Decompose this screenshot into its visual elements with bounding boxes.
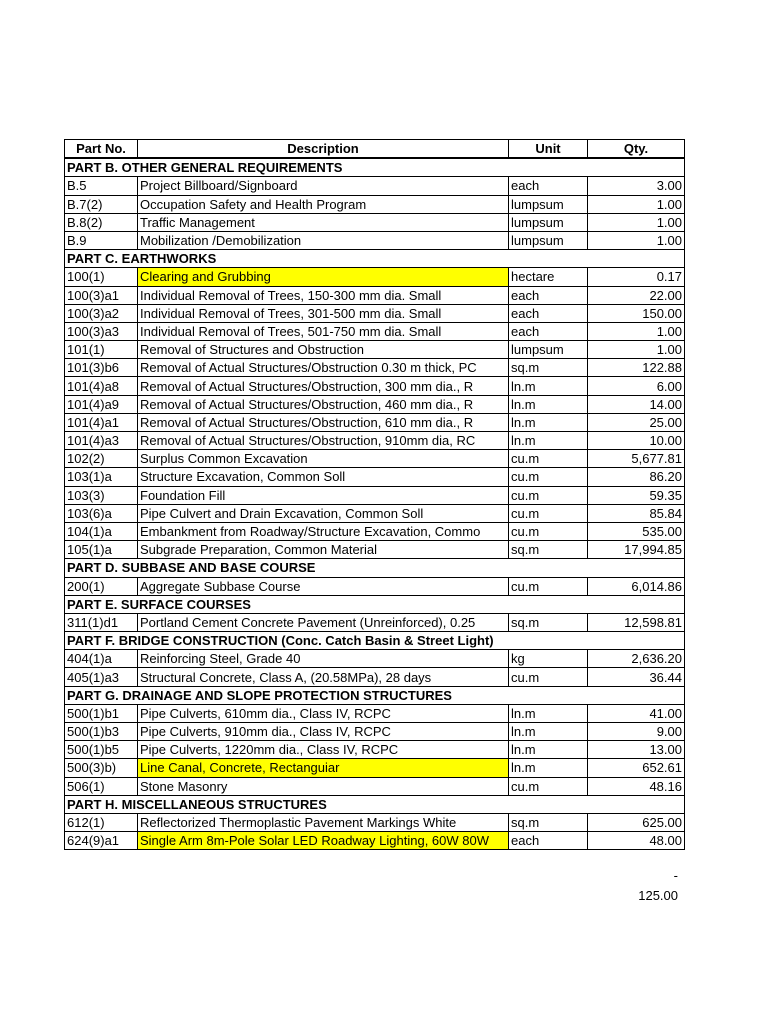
table-row bbox=[65, 450, 685, 468]
description-cell: Reinforcing Steel, Grade 40 bbox=[138, 650, 509, 668]
qty-cell: 3.00 bbox=[588, 177, 685, 195]
part-no-cell: 200(1) bbox=[65, 577, 138, 595]
description-cell: Occupation Safety and Health Program bbox=[138, 195, 509, 213]
table-row bbox=[65, 395, 685, 413]
table-row bbox=[65, 359, 685, 377]
unit-cell: ln.m bbox=[509, 759, 588, 777]
description-cell: Line Canal, Concrete, Rectanguiar bbox=[138, 759, 509, 777]
unit-cell: cu.m bbox=[509, 504, 588, 522]
qty-cell: 12,598.81 bbox=[588, 613, 685, 631]
part-no-cell: 100(3)a1 bbox=[65, 286, 138, 304]
table-row bbox=[65, 723, 685, 741]
qty-cell: 2,636.20 bbox=[588, 650, 685, 668]
unit-cell: lumpsum bbox=[509, 341, 588, 359]
description-cell: Foundation Fill bbox=[138, 486, 509, 504]
table-row bbox=[65, 286, 685, 304]
description-cell: Portland Cement Concrete Pavement (Unreinforced), 0.25 bbox=[138, 613, 509, 631]
qty-cell: 5,677.81 bbox=[588, 450, 685, 468]
qty-cell: 1.00 bbox=[588, 213, 685, 231]
unit-cell: lumpsum bbox=[509, 213, 588, 231]
part-no-cell: 101(4)a3 bbox=[65, 432, 138, 450]
part-no-cell: 405(1)a3 bbox=[65, 668, 138, 686]
unit-cell: ln.m bbox=[509, 723, 588, 741]
qty-cell: 1.00 bbox=[588, 195, 685, 213]
table-row bbox=[65, 541, 685, 559]
part-no-cell: 311(1)d1 bbox=[65, 613, 138, 631]
unit-cell: cu.m bbox=[509, 486, 588, 504]
table-row bbox=[65, 486, 685, 504]
qty-cell: 1.00 bbox=[588, 231, 685, 249]
part-no-cell: 101(3)b6 bbox=[65, 359, 138, 377]
part-no-cell: 105(1)a bbox=[65, 541, 138, 559]
description-cell: Traffic Management bbox=[138, 213, 509, 231]
qty-cell: 22.00 bbox=[588, 286, 685, 304]
qty-cell: 1.00 bbox=[588, 341, 685, 359]
unit-cell: ln.m bbox=[509, 741, 588, 759]
part-no-cell: 506(1) bbox=[65, 777, 138, 795]
description-cell: Pipe Culverts, 610mm dia., Class IV, RCPC bbox=[138, 704, 509, 722]
table-row bbox=[65, 231, 685, 249]
unit-cell: kg bbox=[509, 650, 588, 668]
qty-cell: 0.17 bbox=[588, 268, 685, 286]
unit-cell: each bbox=[509, 322, 588, 340]
unit-cell: cu.m bbox=[509, 668, 588, 686]
part-no-cell: 404(1)a bbox=[65, 650, 138, 668]
unit-cell: hectare bbox=[509, 268, 588, 286]
qty-cell: 14.00 bbox=[588, 395, 685, 413]
description-cell: Removal of Actual Structures/Obstruction, 610 mm dia., R bbox=[138, 413, 509, 431]
description-cell: Surplus Common Excavation bbox=[138, 450, 509, 468]
qty-cell: 36.44 bbox=[588, 668, 685, 686]
section-title: PART B. OTHER GENERAL REQUIREMENTS bbox=[65, 158, 685, 177]
table-row bbox=[65, 195, 685, 213]
description-cell: Clearing and Grubbing bbox=[138, 268, 509, 286]
part-no-cell: 103(1)a bbox=[65, 468, 138, 486]
description-cell: Removal of Actual Structures/Obstruction, 300 mm dia., R bbox=[138, 377, 509, 395]
part-no-cell: B.7(2) bbox=[65, 195, 138, 213]
section-header-row bbox=[65, 559, 685, 577]
table-row bbox=[65, 413, 685, 431]
qty-cell: 1.00 bbox=[588, 322, 685, 340]
unit-cell: lumpsum bbox=[509, 195, 588, 213]
unit-cell: cu.m bbox=[509, 468, 588, 486]
description-cell: Individual Removal of Trees, 150-300 mm dia. Small bbox=[138, 286, 509, 304]
table-row bbox=[65, 759, 685, 777]
part-no-cell: 102(2) bbox=[65, 450, 138, 468]
section-title: PART C. EARTHWORKS bbox=[65, 250, 685, 268]
table-row bbox=[65, 468, 685, 486]
unit-cell: ln.m bbox=[509, 413, 588, 431]
part-no-cell: 100(3)a3 bbox=[65, 322, 138, 340]
part-no-cell: 104(1)a bbox=[65, 522, 138, 540]
unit-cell: each bbox=[509, 286, 588, 304]
qty-cell: 85.84 bbox=[588, 504, 685, 522]
description-cell: Pipe Culvert and Drain Excavation, Common Soll bbox=[138, 504, 509, 522]
unit-cell: lumpsum bbox=[509, 231, 588, 249]
table-row bbox=[65, 268, 685, 286]
description-cell: Mobilization /Demobilization bbox=[138, 231, 509, 249]
section-title: PART F. BRIDGE CONSTRUCTION (Conc. Catch Basin & Street Light) bbox=[65, 632, 685, 650]
qty-cell: 122.88 bbox=[588, 359, 685, 377]
qty-cell: 25.00 bbox=[588, 413, 685, 431]
section-title: PART H. MISCELLANEOUS STRUCTURES bbox=[65, 795, 685, 813]
footer-dash: - bbox=[673, 868, 678, 883]
table-row bbox=[65, 813, 685, 831]
table-row bbox=[65, 704, 685, 722]
description-cell: Embankment from Roadway/Structure Excavation, Commo bbox=[138, 522, 509, 540]
table-row bbox=[65, 504, 685, 522]
table-row bbox=[65, 777, 685, 795]
part-no-cell: 103(6)a bbox=[65, 504, 138, 522]
part-no-cell: 612(1) bbox=[65, 813, 138, 831]
description-cell: Structure Excavation, Common Soll bbox=[138, 468, 509, 486]
description-cell: Removal of Actual Structures/Obstruction, 460 mm dia., R bbox=[138, 395, 509, 413]
part-no-cell: 103(3) bbox=[65, 486, 138, 504]
table-row bbox=[65, 741, 685, 759]
unit-cell: each bbox=[509, 304, 588, 322]
part-no-cell: 101(4)a1 bbox=[65, 413, 138, 431]
part-no-cell: 100(1) bbox=[65, 268, 138, 286]
qty-cell: 6.00 bbox=[588, 377, 685, 395]
header-row bbox=[65, 140, 685, 159]
qty-cell: 625.00 bbox=[588, 813, 685, 831]
section-header-row bbox=[65, 686, 685, 704]
section-title: PART D. SUBBASE AND BASE COURSE bbox=[65, 559, 685, 577]
unit-cell: ln.m bbox=[509, 395, 588, 413]
part-no-cell: 500(1)b3 bbox=[65, 723, 138, 741]
header-part-no: Part No. bbox=[65, 140, 138, 159]
qty-cell: 652.61 bbox=[588, 759, 685, 777]
table-row bbox=[65, 177, 685, 195]
unit-cell: ln.m bbox=[509, 704, 588, 722]
description-cell: Stone Masonry bbox=[138, 777, 509, 795]
table-row bbox=[65, 304, 685, 322]
table-row bbox=[65, 432, 685, 450]
unit-cell: cu.m bbox=[509, 777, 588, 795]
part-no-cell: 624(9)a1 bbox=[65, 832, 138, 850]
part-no-cell: 101(1) bbox=[65, 341, 138, 359]
qty-cell: 6,014.86 bbox=[588, 577, 685, 595]
qty-cell: 48.00 bbox=[588, 832, 685, 850]
description-cell: Individual Removal of Trees, 301-500 mm dia. Small bbox=[138, 304, 509, 322]
part-no-cell: 500(1)b1 bbox=[65, 704, 138, 722]
qty-cell: 17,994.85 bbox=[588, 541, 685, 559]
unit-cell: sq.m bbox=[509, 541, 588, 559]
unit-cell: ln.m bbox=[509, 377, 588, 395]
qty-cell: 150.00 bbox=[588, 304, 685, 322]
unit-cell: each bbox=[509, 832, 588, 850]
description-cell: Individual Removal of Trees, 501-750 mm dia. Small bbox=[138, 322, 509, 340]
qty-cell: 86.20 bbox=[588, 468, 685, 486]
qty-cell: 59.35 bbox=[588, 486, 685, 504]
table-row bbox=[65, 650, 685, 668]
part-no-cell: B.8(2) bbox=[65, 213, 138, 231]
section-title: PART E. SURFACE COURSES bbox=[65, 595, 685, 613]
section-header-row bbox=[65, 595, 685, 613]
part-no-cell: 101(4)a9 bbox=[65, 395, 138, 413]
description-cell: Removal of Actual Structures/Obstruction 0.30 m thick, PC bbox=[138, 359, 509, 377]
part-no-cell: 500(1)b5 bbox=[65, 741, 138, 759]
table-body bbox=[65, 158, 685, 850]
table-row bbox=[65, 322, 685, 340]
unit-cell: each bbox=[509, 177, 588, 195]
section-header-row bbox=[65, 632, 685, 650]
description-cell: Single Arm 8m-Pole Solar LED Roadway Lighting, 60W 80W bbox=[138, 832, 509, 850]
qty-cell: 10.00 bbox=[588, 432, 685, 450]
qty-cell: 13.00 bbox=[588, 741, 685, 759]
description-cell: Reflectorized Thermoplastic Pavement Markings White bbox=[138, 813, 509, 831]
table-row bbox=[65, 668, 685, 686]
table-row bbox=[65, 341, 685, 359]
unit-cell: ln.m bbox=[509, 432, 588, 450]
section-header-row bbox=[65, 158, 685, 177]
description-cell: Project Billboard/Signboard bbox=[138, 177, 509, 195]
qty-cell: 48.16 bbox=[588, 777, 685, 795]
header-unit: Unit bbox=[509, 140, 588, 159]
unit-cell: cu.m bbox=[509, 450, 588, 468]
part-no-cell: B.5 bbox=[65, 177, 138, 195]
description-cell: Subgrade Preparation, Common Material bbox=[138, 541, 509, 559]
description-cell: Aggregate Subbase Course bbox=[138, 577, 509, 595]
description-cell: Removal of Structures and Obstruction bbox=[138, 341, 509, 359]
section-header-row bbox=[65, 250, 685, 268]
qty-cell: 41.00 bbox=[588, 704, 685, 722]
description-cell: Pipe Culverts, 910mm dia., Class IV, RCPC bbox=[138, 723, 509, 741]
part-no-cell: 100(3)a2 bbox=[65, 304, 138, 322]
part-no-cell: B.9 bbox=[65, 231, 138, 249]
unit-cell: sq.m bbox=[509, 613, 588, 631]
table-row bbox=[65, 577, 685, 595]
description-cell: Removal of Actual Structures/Obstruction, 910mm dia, RC bbox=[138, 432, 509, 450]
table-row bbox=[65, 377, 685, 395]
table-row bbox=[65, 832, 685, 850]
header-description: Description bbox=[138, 140, 509, 159]
unit-cell: cu.m bbox=[509, 522, 588, 540]
unit-cell: cu.m bbox=[509, 577, 588, 595]
part-no-cell: 101(4)a8 bbox=[65, 377, 138, 395]
quantity-table bbox=[64, 139, 685, 850]
part-no-cell: 500(3)b) bbox=[65, 759, 138, 777]
description-cell: Structural Concrete, Class A, (20.58MPa), 28 days bbox=[138, 668, 509, 686]
footer-total: 125.00 bbox=[638, 888, 678, 903]
qty-cell: 535.00 bbox=[588, 522, 685, 540]
qty-cell: 9.00 bbox=[588, 723, 685, 741]
unit-cell: sq.m bbox=[509, 813, 588, 831]
table-row bbox=[65, 522, 685, 540]
table-row bbox=[65, 613, 685, 631]
header-qty: Qty. bbox=[588, 140, 685, 159]
description-cell: Pipe Culverts, 1220mm dia., Class IV, RCPC bbox=[138, 741, 509, 759]
section-title: PART G. DRAINAGE AND SLOPE PROTECTION STRUCTURES bbox=[65, 686, 685, 704]
table-row bbox=[65, 213, 685, 231]
section-header-row bbox=[65, 795, 685, 813]
unit-cell: sq.m bbox=[509, 359, 588, 377]
